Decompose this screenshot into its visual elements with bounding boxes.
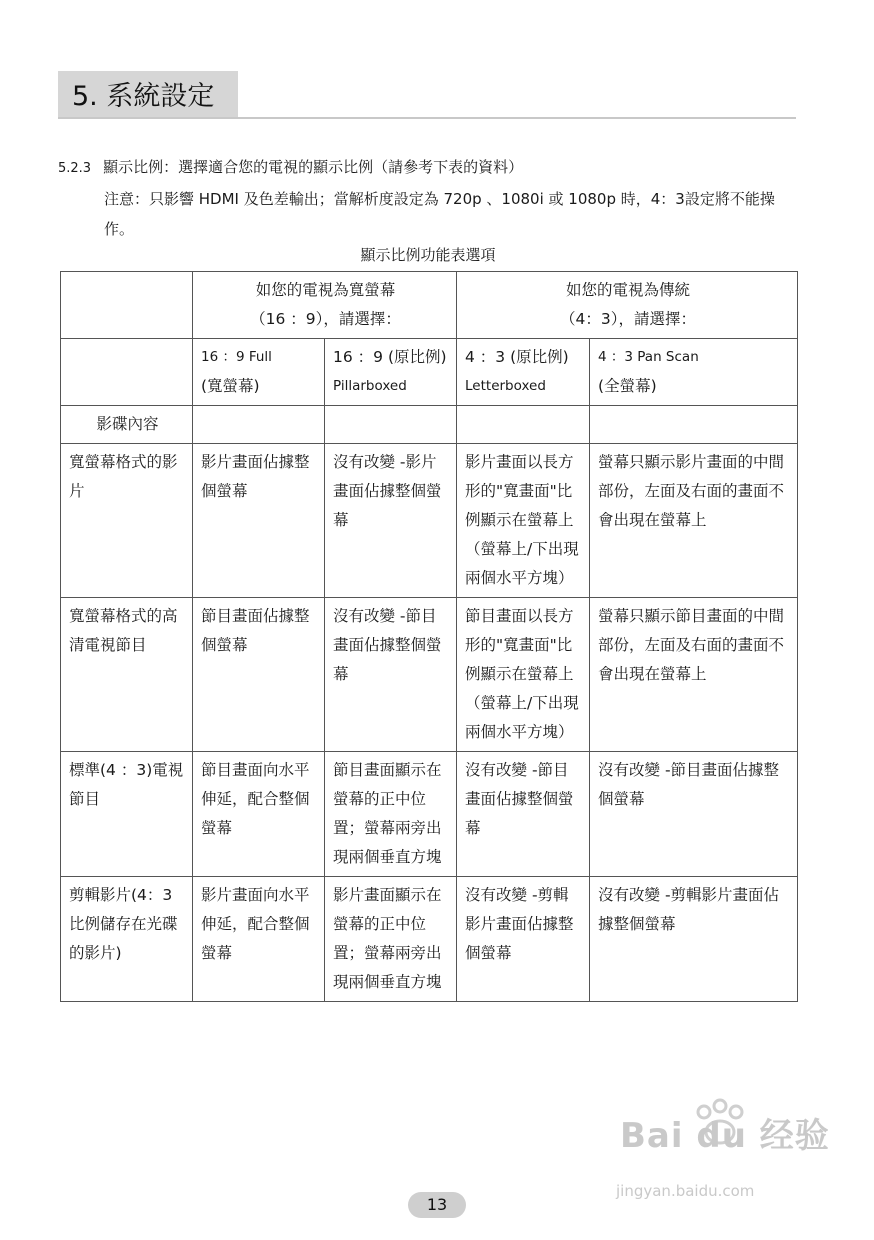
empty-cell [325,406,457,444]
section-text: 顯示比例：選擇適合您的電視的顯示比例（請參考下表的資料） [103,158,524,176]
header-col-letterboxed-l2: Letterboxed [465,378,546,394]
header-col-letterboxed [457,339,590,406]
cell-full: 影片畫面向水平伸延，配合整個螢幕 [193,877,325,1002]
page-title: 5. 系統設定 [72,81,215,112]
cell-panscan: 螢幕只顯示節目畫面的中間部份，左面及右面的畫面不會出現在螢幕上 [590,598,798,752]
aspect-ratio-table [60,271,798,1002]
header-group-standard-line1: 如您的電視為傳統 [566,281,691,299]
cell-letterboxed: 影片畫面以長方形的"寬畫面"比例顯示在螢幕上（螢幕上/下出現兩個水平方塊） [457,444,590,598]
cell-pillarboxed: 影片畫面顯示在螢幕的正中位置；螢幕兩旁出現兩個垂直方塊 [325,877,457,1002]
content-label-row [61,406,798,444]
cell-full: 影片畫面佔據整個螢幕 [193,444,325,598]
watermark-url: jingyan.baidu.com [616,1182,755,1200]
table-row [61,598,798,752]
content-label: 影碟內容 [61,406,193,444]
header-group-standard [457,272,798,339]
header-group-wide-line2: （16 ：9），請選擇： [250,310,401,328]
cell-pillarboxed: 節目畫面顯示在螢幕的正中位置；螢幕兩旁出現兩個垂直方塊 [325,752,457,877]
cell-letterboxed: 沒有改變 -剪輯影片畫面佔據整個螢幕 [457,877,590,1002]
header-col-full-l1: 16 ：9 Full [201,349,272,365]
cell-panscan: 螢幕只顯示影片畫面的中間部份，左面及右面的畫面不會出現在螢幕上 [590,444,798,598]
header-empty-cell [61,272,193,339]
header-col-full [193,339,325,406]
row-label: 寬螢幕格式的高清電視節目 [61,598,193,752]
row-label: 剪輯影片(4：3比例儲存在光碟的影片) [61,877,193,1002]
header-col-panscan [590,339,798,406]
header-col-pillarboxed [325,339,457,406]
section-note: 注意：只影響 HDMI 及色差輸出；當解析度設定為 720p 、1080i 或 1080p 時，4：3設定將不能操作。 [104,190,775,238]
table-row [61,752,798,877]
watermark-brand-text: Bai du 经验 [620,1116,830,1156]
header-col-panscan-l1: 4 ：3 Pan Scan [598,349,699,365]
cell-letterboxed: 沒有改變 -節目畫面佔據整個螢幕 [457,752,590,877]
watermark-brand [620,1108,830,1157]
cell-pillarboxed: 沒有改變 -影片畫面佔據整個螢幕 [325,444,457,598]
section-number: 5.2.3 [58,161,92,176]
row-label: 寬螢幕格式的影片 [61,444,193,598]
cell-panscan: 沒有改變 -剪輯影片畫面佔據整個螢幕 [590,877,798,1002]
header-col-pillarboxed-l2: Pillarboxed [333,378,407,394]
header-group-wide [193,272,457,339]
header-group-wide-line1: 如您的電視為寬螢幕 [255,281,396,299]
header-group-standard-line2: （4：3），請選擇： [560,310,697,328]
table-header-row-2 [61,339,798,406]
header-empty-cell-2 [61,339,193,406]
cell-panscan: 沒有改變 -節目畫面佔據整個螢幕 [590,752,798,877]
cell-full: 節目畫面向水平伸延，配合整個螢幕 [193,752,325,877]
cell-letterboxed: 節目畫面以長方形的"寬畫面"比例顯示在螢幕上（螢幕上/下出現兩個水平方塊） [457,598,590,752]
row-label: 標準(4 ：3)電視節目 [61,752,193,877]
header-col-full-l2: (寬螢幕) [201,377,260,395]
section-heading [58,156,523,177]
empty-cell [457,406,590,444]
cell-pillarboxed: 沒有改變 -節目畫面佔據整個螢幕 [325,598,457,752]
table-title: 顯示比例功能表選項 [360,246,496,264]
table-row [61,444,798,598]
empty-cell [590,406,798,444]
table-row [61,877,798,1002]
cell-full: 節目畫面佔據整個螢幕 [193,598,325,752]
header-col-pillarboxed-l1: 16 ：9 (原比例) [333,348,447,366]
empty-cell [193,406,325,444]
header-col-letterboxed-l1: 4 ：3 (原比例) [465,348,569,366]
page-number: 13 [408,1192,466,1218]
table-header-row-1 [61,272,798,339]
header-col-panscan-l2: (全螢幕) [598,377,657,395]
header-rule [58,117,796,119]
